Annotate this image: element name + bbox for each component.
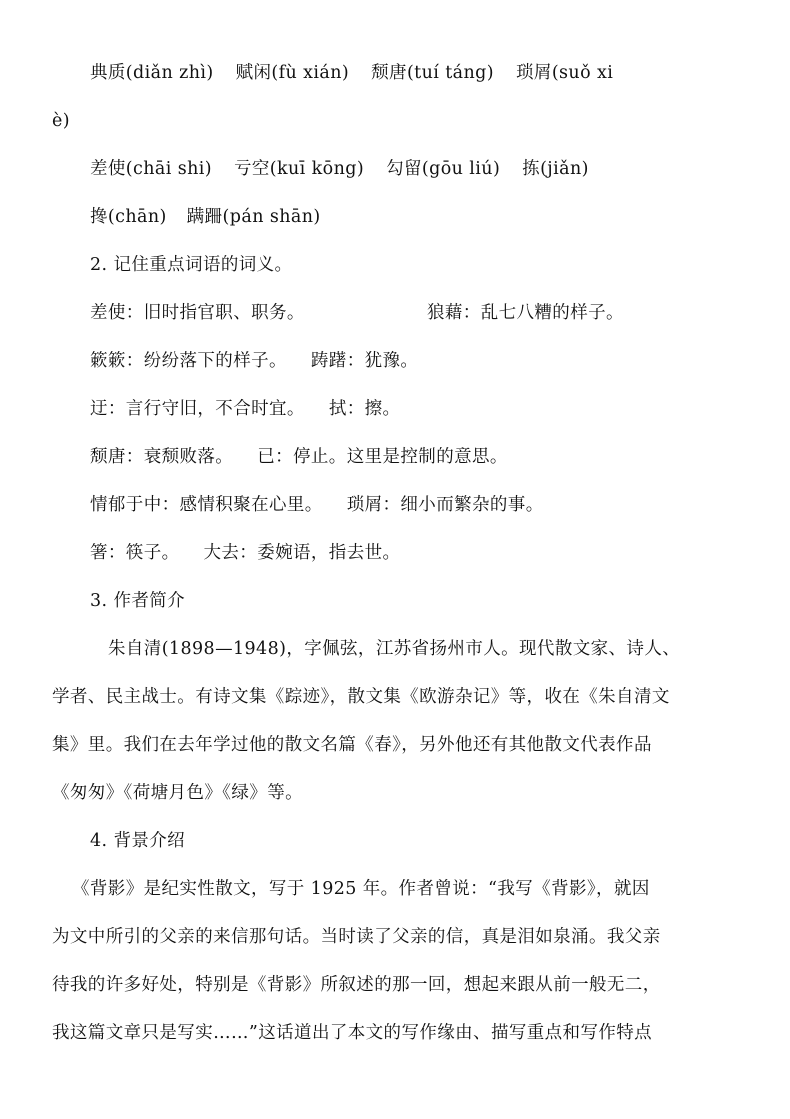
background-paragraph-line: 《背影》是纪实性散文，写于 1925 年。作者曾说：“我写《背影》，就因 — [72, 879, 650, 899]
background-paragraph-line: 为文中所引的父亲的来信那句话。当时读了父亲的信，真是泪如泉涌。我父亲 — [52, 927, 661, 947]
author-paragraph-line: 《匆匆》《荷塘月色》《绿》等。 — [52, 783, 303, 803]
pinyin-word: 拣(jiǎn) — [522, 159, 589, 179]
background-heading: 4. 背景介绍 — [90, 831, 186, 851]
vocab-row — [90, 349, 418, 373]
pinyin-word: 搀(chān) — [90, 207, 167, 227]
vocab-row — [90, 397, 400, 421]
background-paragraph-line: 待我的许多好处，特别是《背影》所叙述的那一回，想起来跟从前一般无二， — [52, 975, 661, 995]
pinyin-line-1-continued: è) — [52, 111, 70, 131]
vocab-row-second — [427, 301, 624, 325]
vocab-definition: 狼藉：乱七八糟的样子。 — [427, 303, 624, 323]
vocab-row — [90, 445, 508, 469]
pinyin-word: 颓唐(tuí táng) — [371, 63, 495, 83]
vocab-definition: 情郁于中：感情积聚在心里。 — [90, 495, 323, 515]
vocab-definition: 差使：旧时指官职、职务。 — [90, 303, 305, 323]
pinyin-word: 典质(diǎn zhì) — [90, 63, 214, 83]
pinyin-word: 赋闲(fù xián) — [235, 63, 350, 83]
author-paragraph-line: 朱自清(1898—1948)，字佩弦，江苏省扬州市人。现代散文家、诗人、 — [108, 639, 681, 659]
vocab-definition: 箸：筷子。 — [90, 543, 180, 563]
author-paragraph-line: 学者、民主战士。有诗文集《踪迹》，散文集《欧游杂记》等，收在《朱自清文 — [52, 687, 670, 707]
vocab-definition: 已：停止。这里是控制的意思。 — [257, 447, 508, 467]
pinyin-line-1 — [90, 61, 613, 85]
pinyin-word: 琐屑(suǒ xi — [516, 63, 614, 83]
vocab-row — [90, 301, 305, 325]
author-paragraph-line: 集》里。我们在去年学过他的散文名篇《春》，另外他还有其他散文代表作品 — [52, 735, 652, 755]
vocab-row — [90, 493, 544, 517]
vocab-heading: 2. 记住重点词语的词义。 — [90, 255, 293, 275]
vocab-definition: 迂：言行守旧，不合时宜。 — [90, 399, 305, 419]
vocab-definition: 簌簌：纷纷落下的样子。 — [90, 351, 287, 371]
background-paragraph-line: 我这篇文章只是写实……”这话道出了本文的写作缘由、描写重点和写作特点 — [52, 1023, 653, 1043]
author-heading: 3. 作者简介 — [90, 591, 186, 611]
pinyin-word: 蹒跚(pán shān) — [186, 207, 321, 227]
pinyin-line-3 — [90, 205, 321, 229]
vocab-definition: 颓唐：衰颓败落。 — [90, 447, 234, 467]
vocab-row — [90, 541, 400, 565]
pinyin-word: 勾留(gōu liú) — [386, 159, 501, 179]
vocab-definition: 琐屑：细小而繁杂的事。 — [346, 495, 544, 515]
pinyin-line-2 — [90, 157, 589, 181]
vocab-definition: 拭：擦。 — [328, 399, 401, 419]
vocab-definition: 大去：委婉语，指去世。 — [203, 543, 401, 563]
vocab-definition: 踌躇：犹豫。 — [310, 351, 419, 371]
pinyin-word: 亏空(kuī kōng) — [233, 159, 365, 179]
pinyin-word: 差使(chāi shi) — [90, 159, 212, 179]
